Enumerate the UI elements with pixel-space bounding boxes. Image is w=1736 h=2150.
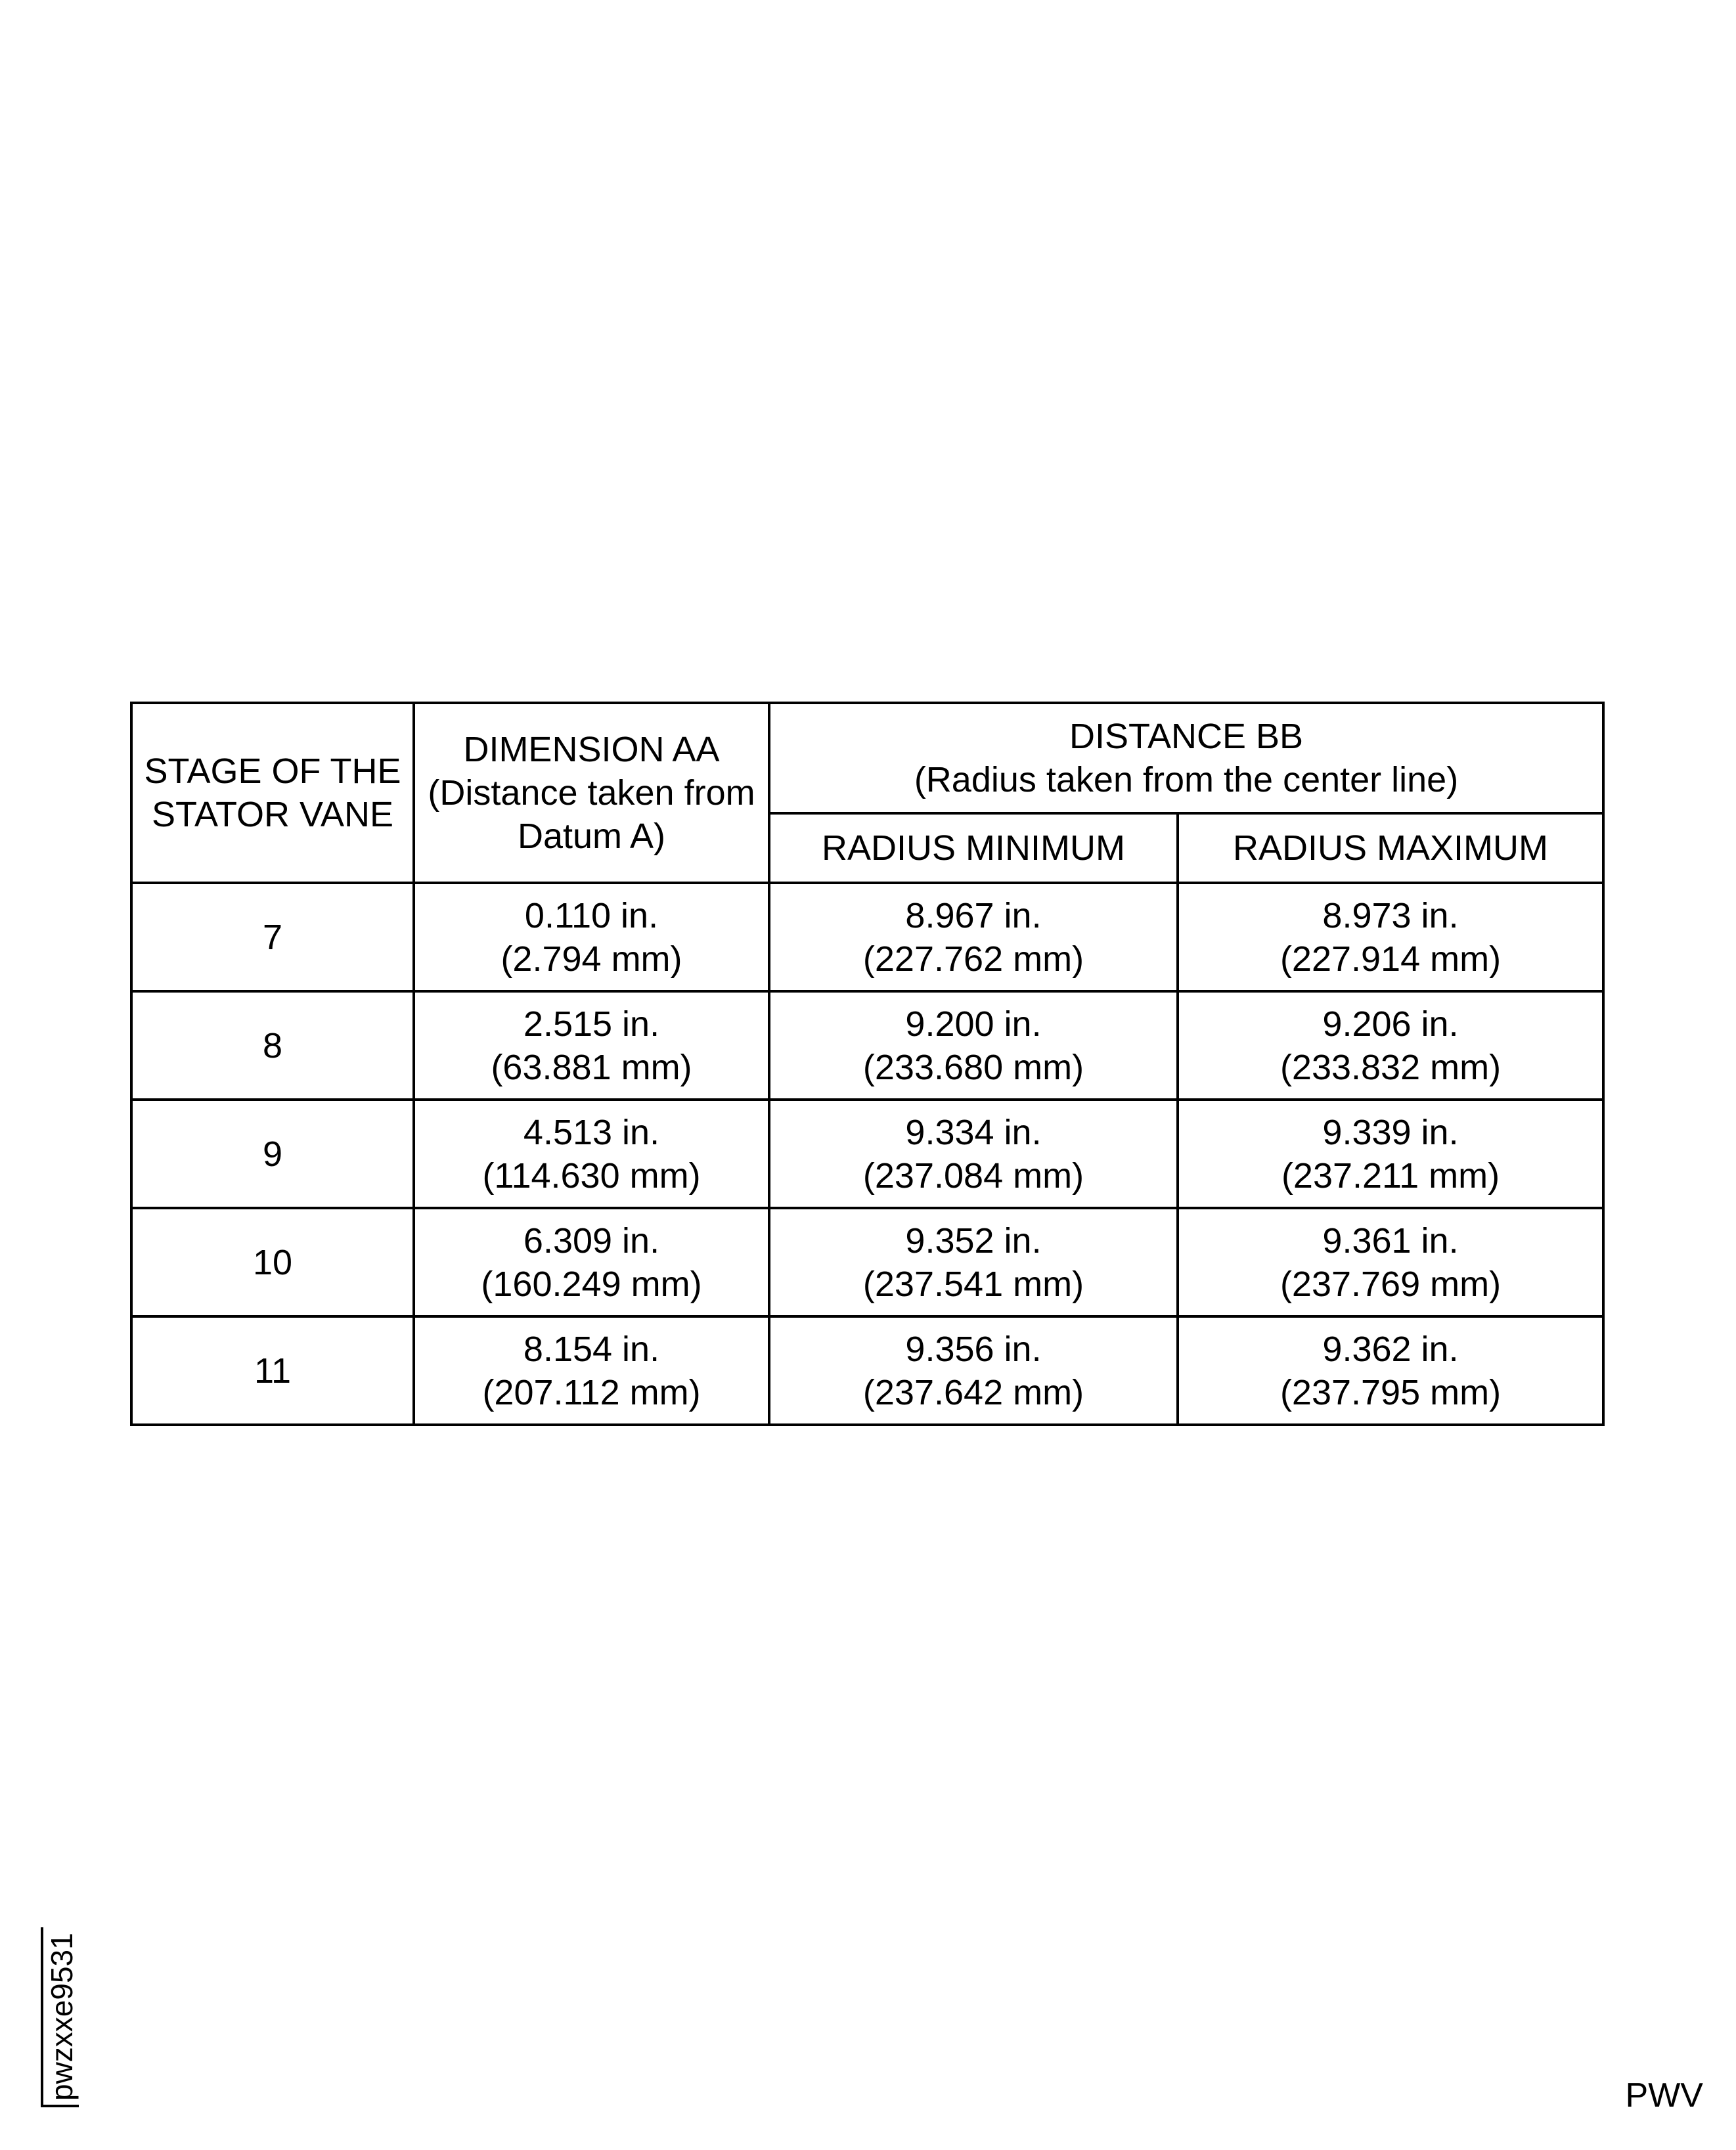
dimension-aa-cell: 4.513 in. (114.630 mm) [414, 1100, 769, 1208]
header-dimension-aa: DIMENSION AA (Distance taken from Datum A) [414, 703, 769, 883]
radius-min-cell: 9.334 in. (237.084 mm) [769, 1100, 1178, 1208]
header-stage: STAGE OF THE STATOR VANE [131, 703, 414, 883]
table-row [131, 1208, 1603, 1316]
corner-label: PWV [1625, 2076, 1703, 2115]
dimension-aa-cell: 2.515 in. (63.881 mm) [414, 991, 769, 1100]
header-distance-bb: DISTANCE BB (Radius taken from the center line) [769, 703, 1603, 813]
radius-max-cell: 9.362 in. (237.795 mm) [1178, 1316, 1603, 1425]
stage-cell: 11 [131, 1316, 414, 1425]
table-row [131, 991, 1603, 1100]
stage-cell: 8 [131, 991, 414, 1100]
radius-max-cell: 9.206 in. (233.832 mm) [1178, 991, 1603, 1100]
header-row [131, 703, 1603, 813]
stator-vane-dimension-table [130, 702, 1605, 1426]
radius-min-cell: 9.356 in. (237.642 mm) [769, 1316, 1178, 1425]
dimension-aa-cell: 6.309 in. (160.249 mm) [414, 1208, 769, 1316]
dimension-aa-cell: 8.154 in. (207.112 mm) [414, 1316, 769, 1425]
radius-max-cell: 8.973 in. (227.914 mm) [1178, 883, 1603, 991]
header-radius-maximum: RADIUS MAXIMUM [1178, 813, 1603, 883]
table-row [131, 1100, 1603, 1208]
stage-cell: 7 [131, 883, 414, 991]
stage-cell: 9 [131, 1100, 414, 1208]
header-radius-minimum: RADIUS MINIMUM [769, 813, 1178, 883]
radius-min-cell: 8.967 in. (227.762 mm) [769, 883, 1178, 991]
radius-max-cell: 9.361 in. (237.769 mm) [1178, 1208, 1603, 1316]
radius-min-cell: 9.352 in. (237.541 mm) [769, 1208, 1178, 1316]
table-row [131, 1316, 1603, 1425]
dimension-aa-cell: 0.110 in. (2.794 mm) [414, 883, 769, 991]
stage-cell: 10 [131, 1208, 414, 1316]
figure-code-label: pwzxxe9531 [41, 1927, 79, 2107]
table-row [131, 883, 1603, 991]
radius-min-cell: 9.200 in. (233.680 mm) [769, 991, 1178, 1100]
radius-max-cell: 9.339 in. (237.211 mm) [1178, 1100, 1603, 1208]
